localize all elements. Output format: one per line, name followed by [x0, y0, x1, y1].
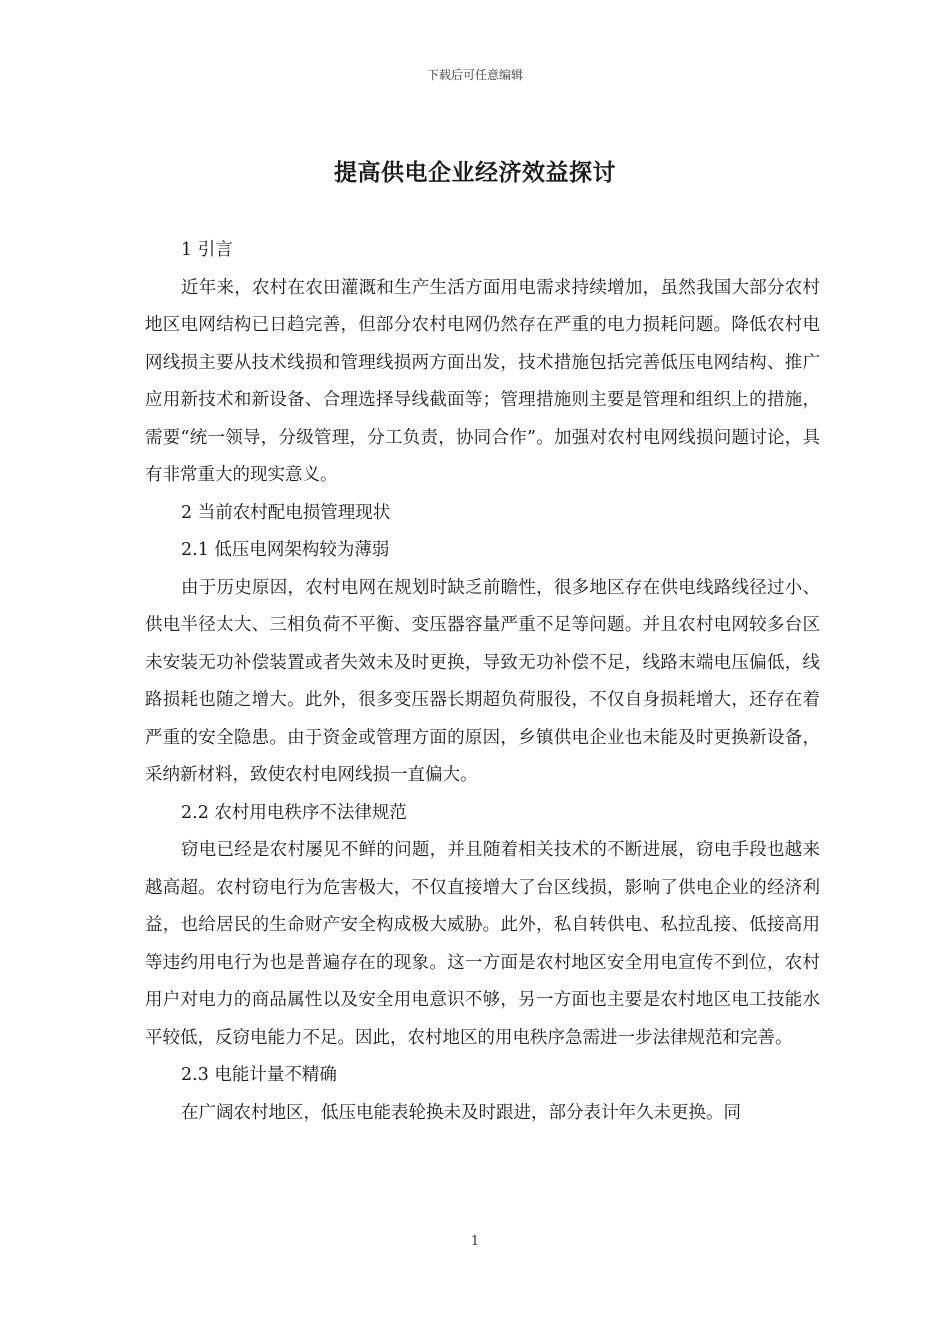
subsection-heading-2-3: 2.3 电能计量不精确 [181, 1065, 337, 1085]
paragraph-2-3: 在广阔农村地区，低压电能表轮换未及时跟进，部分表计年久未更换。同 [181, 1102, 741, 1123]
document-title: 提高供电企业经济效益探讨 [334, 159, 616, 186]
section-heading-current-status: 2 当前农村配电损管理现状 [181, 502, 391, 523]
section-heading-introduction: 1 引言 [181, 240, 233, 260]
subsection-heading-2-2: 2.2 农村用电秩序不法律规范 [181, 802, 407, 823]
paragraph-introduction: 近年来，农村在农田灌溉和生产生活方面用电需求持续增加，虽然我国大部分农村地区电网结构已日趋完善，但部分农村电网仍然存在严重的电力损耗问题。降低农村电网线损主要从技术线损和管理线损两方面出发，技术措施包括完善低压电网结构、推广应用新技术和新设备、合理选择导线截面等；管理措施则主要是管理和组织上的措施，需要“统一领导，分级管理，分工负责，协同合作”。加强对农村电网线损问题讨论，具有非常重大的现实意义。 [145, 277, 820, 485]
document-body [145, 232, 820, 1132]
paragraph-2-2: 窃电已经是农村屡见不鲜的问题，并且随着相关技术的不断进展，窃电手段也越来越高超。农村窃电行为危害极大，不仅直接增大了台区线损，影响了供电企业的经济利益，也给居民的生命财产安全构成极大威胁。此外，私自转供电、私拉乱接、低接高用等违约用电行为也是普遍存在的现象。这一方面是农村地区安全用电宣传不到位，农村用户对电力的商品属性以及安全用电意识不够，另一方面也主要是农村地区电工技能水平较低，反窃电能力不足。因此，农村地区的用电秩序急需进一步法律规范和完善。 [145, 840, 820, 1048]
subsection-heading-2-1: 2.1 低压电网架构较为薄弱 [181, 540, 390, 560]
paragraph-2-1: 由于历史原因，农村电网在规划时缺乏前瞻性，很多地区存在供电线路线径过小、供电半径太大、三相负荷不平衡、变压器容量严重不足等问题。并且农村电网较多台区未安装无功补偿装置或者失效未及时更换，导致无功补偿不足，线路末端电压偏低，线路损耗也随之增大。此外，很多变压器长期超负荷服役，不仅自身损耗增大，还存在着严重的安全隐患。由于资金或管理方面的原因，乡镇供电企业也未能及时更换新设备，采纳新材料，致使农村电网线损一直偏大。 [145, 577, 820, 785]
header-note: 下载后可任意编辑 [426, 68, 523, 82]
page-number: 1 [470, 1234, 480, 1249]
